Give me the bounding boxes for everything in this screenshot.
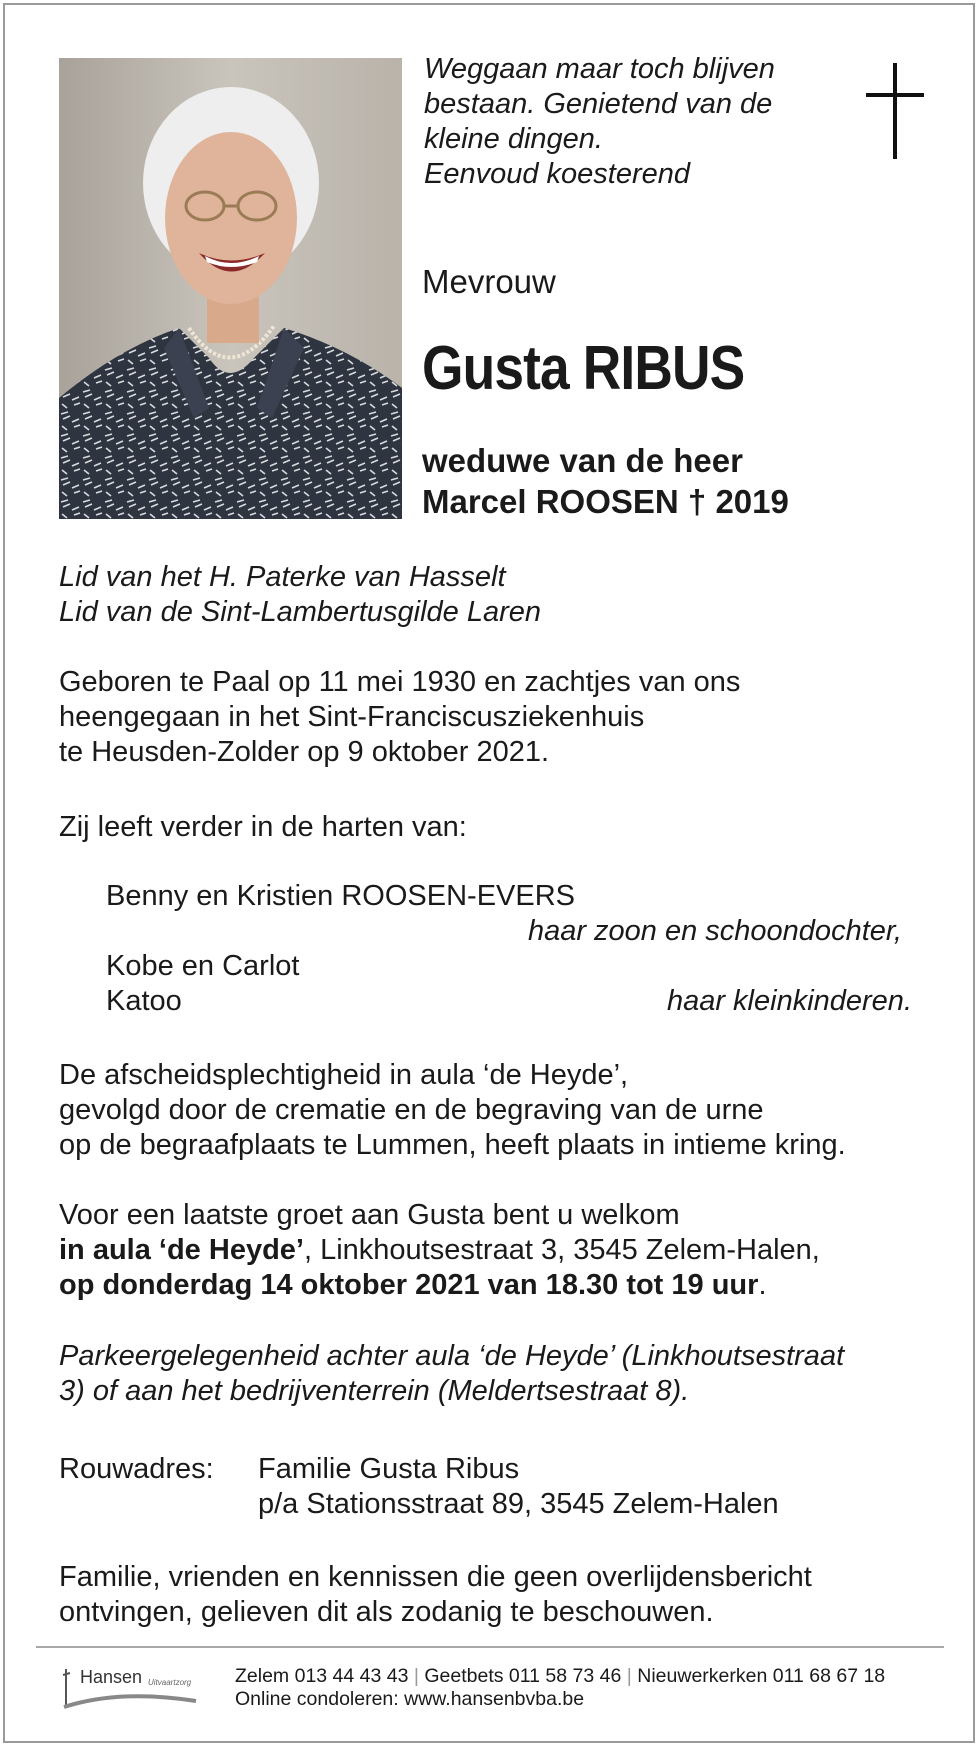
membership-line: Lid van de Sint-Lambertusgilde Laren (59, 596, 542, 628)
text-line: te Heusden-Zolder op 9 oktober 2021. (59, 736, 550, 768)
closing-text (59, 1560, 812, 1630)
honorific: Mevrouw (422, 263, 556, 300)
family-son-names: Benny en Kristien ROOSEN-EVERS (106, 880, 576, 912)
text-line: Parkeergelegenheid achter aula ‘de Heyde’ (Linkhoutsestraat (59, 1340, 845, 1372)
poem-line: Eenvoud koesterend (424, 158, 691, 190)
visit-text (59, 1198, 820, 1303)
lives-on-intro: Zij leeft verder in de harten van: (59, 811, 467, 843)
text-line: Familie, vrienden en kennissen die geen overlijdensbericht (59, 1561, 812, 1593)
contact-separator: | (413, 1665, 419, 1687)
visit-line3 (59, 1268, 820, 1303)
poem-line: Weggaan maar toch blijven (424, 53, 775, 85)
family-grandchildren-1: Kobe en Carlot (106, 950, 300, 982)
ceremony-text (59, 1058, 846, 1163)
contact-separator: | (626, 1665, 632, 1687)
visit-period: . (758, 1269, 767, 1301)
address-label: Rouwadres: (59, 1453, 214, 1485)
text-line: gevolgd door de crematie en de begraving van de urne (59, 1094, 764, 1126)
birth-death-text (59, 665, 740, 770)
deceased-name: Gusta RIBUS (422, 334, 745, 403)
logo-name: Hansen (80, 1667, 143, 1687)
hansen-logo (60, 1663, 200, 1713)
contact-nieuwerkerken: Nieuwerkerken 011 68 67 18 (637, 1665, 886, 1687)
text-line: 3) of aan het bedrijventerrein (Meldertsestraat 8). (59, 1375, 690, 1407)
poem-line: kleine dingen. (424, 123, 603, 155)
poem (424, 52, 775, 192)
footer-divider (36, 1646, 944, 1648)
text-line: De afscheidsplechtigheid in aula ‘de Heyde’, (59, 1059, 629, 1091)
widow-of (422, 440, 789, 522)
visit-address: , Linkhoutsestraat 3, 3545 Zelem-Halen, (303, 1234, 820, 1266)
address-block (258, 1452, 779, 1522)
widow-line: Marcel ROOSEN † 2019 (422, 483, 789, 520)
footer-online-condolences: Online condoleren: www.hansenbvba.be (235, 1688, 585, 1710)
address-line1: Familie Gusta Ribus (258, 1453, 520, 1485)
family-grandchildren-role: haar kleinkinderen. (666, 985, 912, 1017)
family-son-role: haar zoon en schoondochter, (527, 915, 902, 947)
address-line2: p/a Stationsstraat 89, 3545 Zelem-Halen (258, 1488, 779, 1520)
text-line: op de begraafplaats te Lummen, heeft plaats in intieme kring. (59, 1129, 846, 1161)
visit-datetime: op donderdag 14 oktober 2021 van 18.30 tot 19 uur (59, 1269, 759, 1301)
visit-location: in aula ‘de Heyde’ (59, 1234, 304, 1266)
text-line: Geboren te Paal op 11 mei 1930 en zachtjes van ons (59, 666, 741, 698)
cross-icon (866, 63, 924, 159)
parking-text (59, 1339, 844, 1409)
memberships (59, 560, 541, 630)
logo-subtitle: Uitvaartzorg (148, 1678, 192, 1687)
poem-line: bestaan. Genietend van de (424, 88, 773, 120)
membership-line: Lid van het H. Paterke van Hasselt (59, 561, 506, 593)
visit-line1: Voor een laatste groet aan Gusta bent u welkom (59, 1199, 680, 1231)
contact-zelem: Zelem 013 44 43 43 (235, 1665, 409, 1687)
text-line: heengegaan in het Sint-Franciscusziekenhuis (59, 701, 645, 733)
widow-line: weduwe van de heer (422, 442, 743, 479)
footer-contacts (235, 1665, 885, 1687)
portrait-photo (59, 58, 402, 519)
contact-geetbets: Geetbets 011 58 73 46 (424, 1665, 622, 1687)
text-line: ontvingen, gelieven dit als zodanig te beschouwen. (59, 1596, 714, 1628)
visit-line2 (59, 1233, 820, 1268)
family-grandchildren-2: Katoo (106, 985, 182, 1017)
